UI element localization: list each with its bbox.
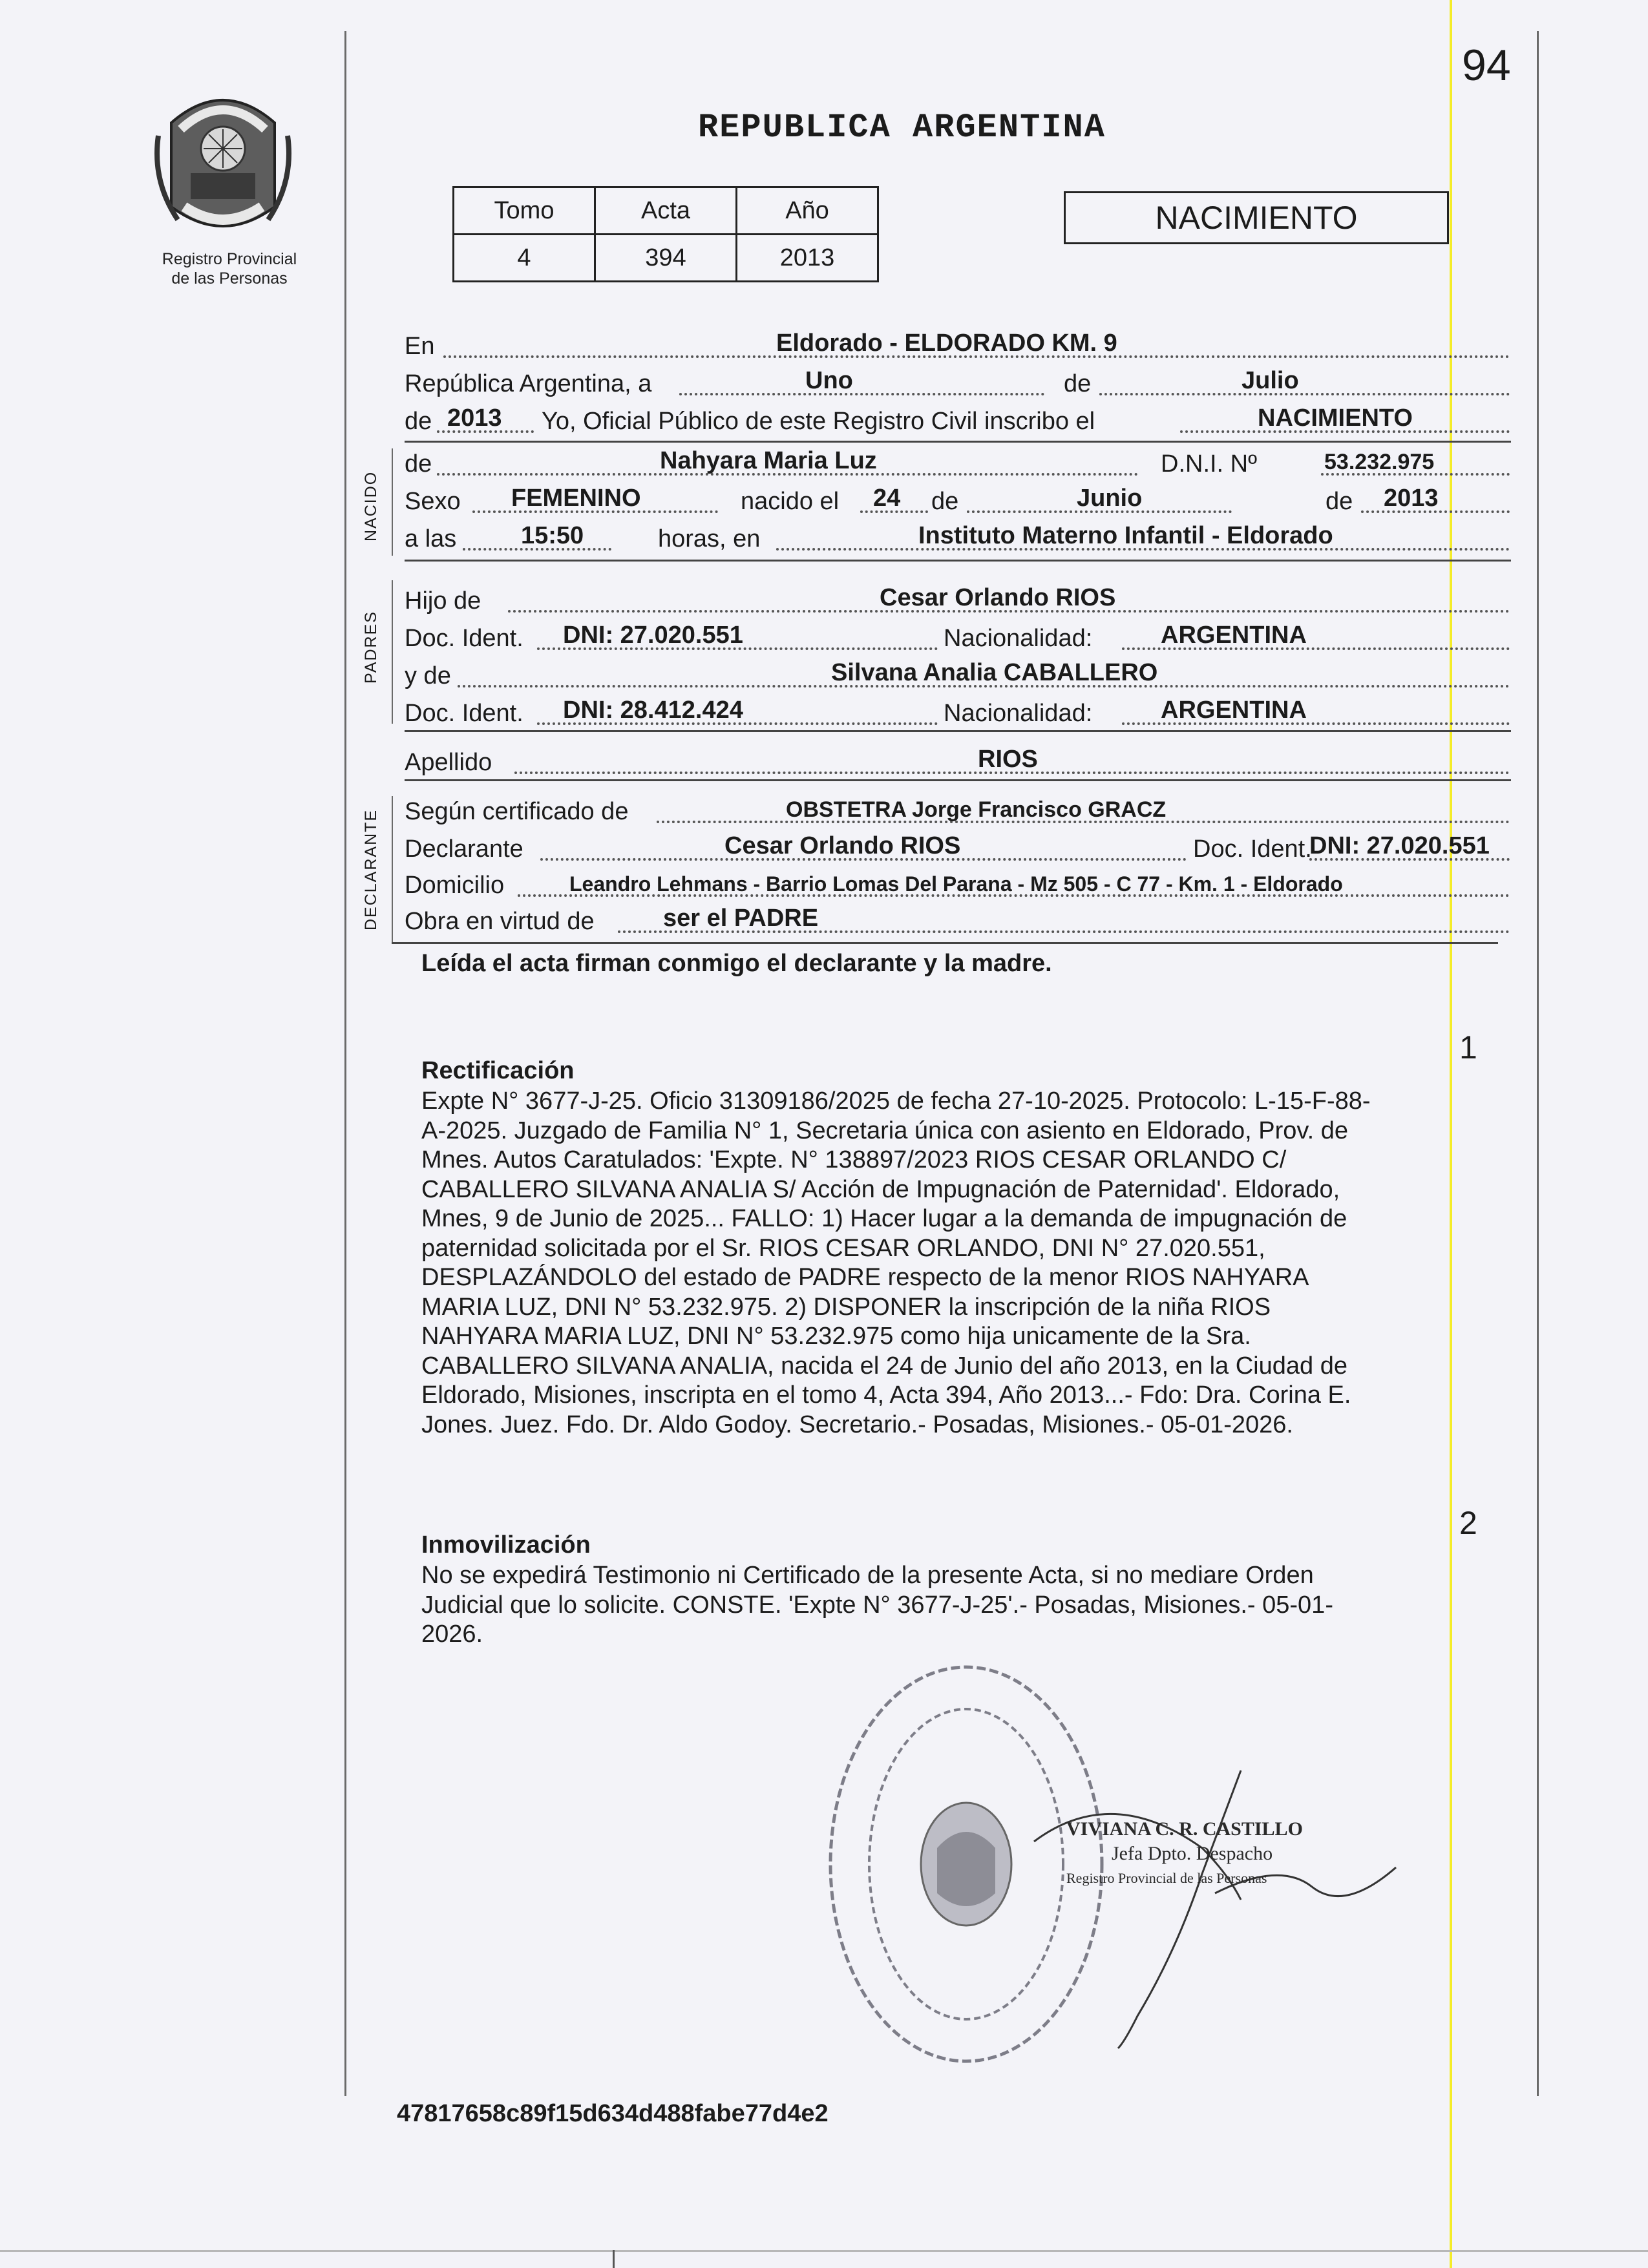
- separator-3: [405, 730, 1511, 732]
- value-tipo: NACIMIENTO: [1258, 404, 1413, 432]
- side-label-padres: PADRES: [362, 611, 380, 684]
- value-madre-doc: DNI: 28.412.424: [563, 697, 743, 724]
- bracket-padres: [392, 580, 393, 724]
- value-lugar-nacimiento: Instituto Materno Infantil - Eldorado: [918, 522, 1333, 549]
- value-dia: Uno: [805, 367, 853, 394]
- label-y-de: y de: [405, 662, 451, 689]
- document-hash: 47817658c89f15d634d488fabe77d4e2: [397, 2100, 829, 2127]
- label-declarante-doc: Doc. Ident.: [1193, 835, 1312, 863]
- nota-1-body: [421, 1087, 1511, 1440]
- line-nombre: [405, 445, 1510, 481]
- value-apellido: RIOS: [978, 746, 1038, 773]
- line-declarante: [405, 830, 1510, 866]
- value-lugar: Eldorado - ELDORADO KM. 9: [776, 330, 1117, 357]
- value-domicilio: Leandro Lehmans - Barrio Lomas Del Parana - Mz 505 - C 77 - Km. 1 - Eldorado: [569, 872, 1343, 896]
- label-en: En: [405, 333, 435, 360]
- right-margin-line: [1537, 31, 1539, 2096]
- label-padre-doc: Doc. Ident.: [405, 625, 523, 652]
- nota-1-line: NAHYARA MARIA LUZ, DNI N° 53.232.975 como hija unicamente de la Sra.: [421, 1323, 1251, 1350]
- value-tomo: 4: [454, 235, 595, 282]
- logo-caption-line1: Registro Provincial: [162, 250, 297, 268]
- value-padre: Cesar Orlando RIOS: [880, 584, 1116, 611]
- label-apellido: Apellido: [405, 749, 492, 776]
- line-apellido: [405, 743, 1510, 779]
- value-declarante: Cesar Orlando RIOS: [724, 832, 961, 859]
- label-horas: horas, en: [658, 525, 761, 552]
- nota-1-line: Mnes, 9 de Junio de 2025... FALLO: 1) Hacer lugar a la demanda de impugnación de: [421, 1205, 1347, 1232]
- value-madre-nacionalidad: ARGENTINA: [1161, 697, 1307, 724]
- label-hijo: Hijo de: [405, 587, 481, 614]
- line-madre: [405, 656, 1510, 693]
- value-acta: 394: [595, 235, 737, 282]
- bracket-declarante: [392, 796, 393, 942]
- signature-name: VIVIANA C. R. CASTILLO: [1066, 1818, 1303, 1840]
- label-madre-doc: Doc. Ident.: [405, 700, 523, 727]
- line-oficial: [405, 402, 1510, 438]
- page-bottom-tick: [613, 2250, 615, 2268]
- value-mes: Julio: [1241, 367, 1299, 394]
- nota-2-line: 2026.: [421, 1621, 483, 1648]
- tipo-acta-box: NACIMIENTO: [1064, 191, 1449, 244]
- page-number: 94: [1462, 41, 1511, 90]
- nota-1-line: DESPLAZÁNDOLO del estado de PADRE respecto de la menor RIOS NAHYARA: [421, 1264, 1309, 1291]
- nota-1-number: 1: [1459, 1029, 1477, 1066]
- value-nacido-mes: Junio: [1077, 485, 1143, 512]
- nota-1-title: Rectificación: [421, 1057, 575, 1084]
- label-nacido: nacido el: [741, 488, 840, 515]
- signature-scrawl-icon: [1008, 1745, 1422, 2055]
- value-nacido-anio: 2013: [1384, 485, 1439, 512]
- side-label-nacido: NACIDO: [362, 470, 380, 541]
- value-hora: 15:50: [521, 522, 584, 549]
- label-de-mes: de: [1064, 370, 1092, 397]
- value-dni: 53.232.975: [1324, 450, 1435, 474]
- label-republica: República Argentina, a: [405, 370, 652, 397]
- document-title: REPUBLICA ARGENTINA: [698, 109, 1106, 147]
- label-declarante: Declarante: [405, 835, 523, 863]
- value-padre-doc: DNI: 27.020.551: [563, 622, 743, 649]
- nota-1-line: CABALLERO SILVANA ANALIA, nacida el 24 de Junio del año 2013, en la Ciudad de: [421, 1352, 1347, 1380]
- logo-caption-line2: de las Personas: [171, 269, 288, 288]
- nota-1-line: A-2025. Juzgado de Familia N° 1, Secretaria única con asiento en Eldorado, Prov. de: [421, 1117, 1348, 1144]
- separator-5: [392, 942, 1498, 944]
- left-margin-line: [344, 31, 346, 2096]
- nota-1-line: Expte N° 3677-J-25. Oficio 31309186/2025 de fecha 27-10-2025. Protocolo: L-15-F-88-: [421, 1087, 1371, 1115]
- value-certificado: OBSTETRA Jorge Francisco GRACZ: [786, 797, 1167, 822]
- value-obra: ser el PADRE: [663, 905, 819, 932]
- label-domicilio: Domicilio: [405, 872, 505, 899]
- label-de-nacido-mes: de: [931, 488, 959, 515]
- label-madre-nacionalidad: Nacionalidad:: [944, 700, 1093, 727]
- page-bottom-border: [0, 2250, 1648, 2252]
- label-de-anio: de: [405, 408, 432, 435]
- line-padre: [405, 582, 1510, 618]
- label-de-nombre: de: [405, 450, 432, 478]
- value-nombre: Nahyara Maria Luz: [660, 447, 877, 474]
- line-madre-doc: [405, 694, 1510, 730]
- label-a-las: a las: [405, 525, 457, 552]
- line-sexo: [405, 482, 1510, 518]
- nota-2-number: 2: [1459, 1505, 1477, 1541]
- value-anio: 2013: [737, 235, 878, 282]
- registro-table: [452, 186, 879, 282]
- line-obra: [405, 902, 1510, 938]
- nota-1-line: MARIA LUZ, DNI N° 53.232.975. 2) DISPONER la inscripción de la niña RIOS: [421, 1293, 1271, 1321]
- header-anio: Año: [737, 187, 878, 235]
- line-padre-doc: [405, 619, 1510, 655]
- firma-text: Leída el acta firman conmigo el declarante y la madre.: [421, 950, 1052, 977]
- separator-1: [405, 441, 1511, 443]
- value-sexo: FEMENINO: [511, 485, 641, 512]
- nota-2-line: No se expedirá Testimonio ni Certificado de la presente Acta, si no mediare Orden: [421, 1562, 1314, 1589]
- label-certificado: Según certificado de: [405, 798, 629, 825]
- value-padre-nacionalidad: ARGENTINA: [1161, 622, 1307, 649]
- side-label-declarante: DECLARANTE: [362, 808, 380, 930]
- nota-1-line: CABALLERO SILVANA ANALIA S/ Acción de Impugnación de Paternidad'. Eldorado,: [421, 1175, 1340, 1203]
- value-madre: Silvana Analia CABALLERO: [831, 659, 1158, 686]
- label-padre-nacionalidad: Nacionalidad:: [944, 625, 1093, 652]
- label-de-nacido-anio: de: [1326, 488, 1353, 515]
- separator-2: [405, 560, 1511, 562]
- line-en: [405, 327, 1510, 363]
- signature-block: [1066, 1817, 1303, 1891]
- header-tomo: Tomo: [454, 187, 595, 235]
- nota-2-line: Judicial que lo solicite. CONSTE. 'Expte N° 3677-J-25'.- Posadas, Misiones.- 05-01-: [421, 1591, 1333, 1619]
- line-republica: [405, 364, 1510, 401]
- separator-4: [405, 779, 1511, 781]
- value-declarante-doc: DNI: 27.020.551: [1309, 832, 1490, 859]
- bracket-nacido: [392, 448, 393, 556]
- line-domicilio: [405, 866, 1510, 902]
- logo-caption: [123, 249, 336, 288]
- signature-org: Registro Provincial de las Personas: [1066, 1870, 1267, 1886]
- header-acta: Acta: [595, 187, 737, 235]
- nota-2-body: [421, 1561, 1511, 1650]
- misiones-seal-icon: [145, 78, 301, 246]
- line-certificado: [405, 792, 1510, 828]
- line-hora: [405, 520, 1510, 556]
- label-sexo: Sexo: [405, 488, 461, 515]
- label-oficial: Yo, Oficial Público de este Registro Civil inscribo el: [542, 408, 1095, 435]
- nota-1-line: Mnes. Autos Caratulados: 'Expte. N° 138897/2023 RIOS CESAR ORLANDO C/: [421, 1146, 1287, 1173]
- signature-role: Jefa Dpto. Despacho: [1112, 1843, 1273, 1864]
- nota-1-line: Eldorado, Misiones, inscripta en el tomo 4, Acta 394, Año 2013...- Fdo: Dra. Corina E.: [421, 1381, 1351, 1409]
- label-obra: Obra en virtud de: [405, 908, 595, 935]
- nota-1-line: paternidad solicitada por el Sr. RIOS CESAR ORLANDO, DNI N° 27.020.551,: [421, 1234, 1265, 1262]
- value-nacido-dia: 24: [873, 485, 901, 512]
- nota-2-title: Inmovilización: [421, 1531, 591, 1559]
- label-dni: D.N.I. Nº: [1161, 450, 1257, 478]
- value-anio: 2013: [447, 404, 502, 432]
- nota-1-line: Jones. Juez. Fdo. Dr. Aldo Godoy. Secretario.- Posadas, Misiones.- 05-01-2026.: [421, 1411, 1293, 1438]
